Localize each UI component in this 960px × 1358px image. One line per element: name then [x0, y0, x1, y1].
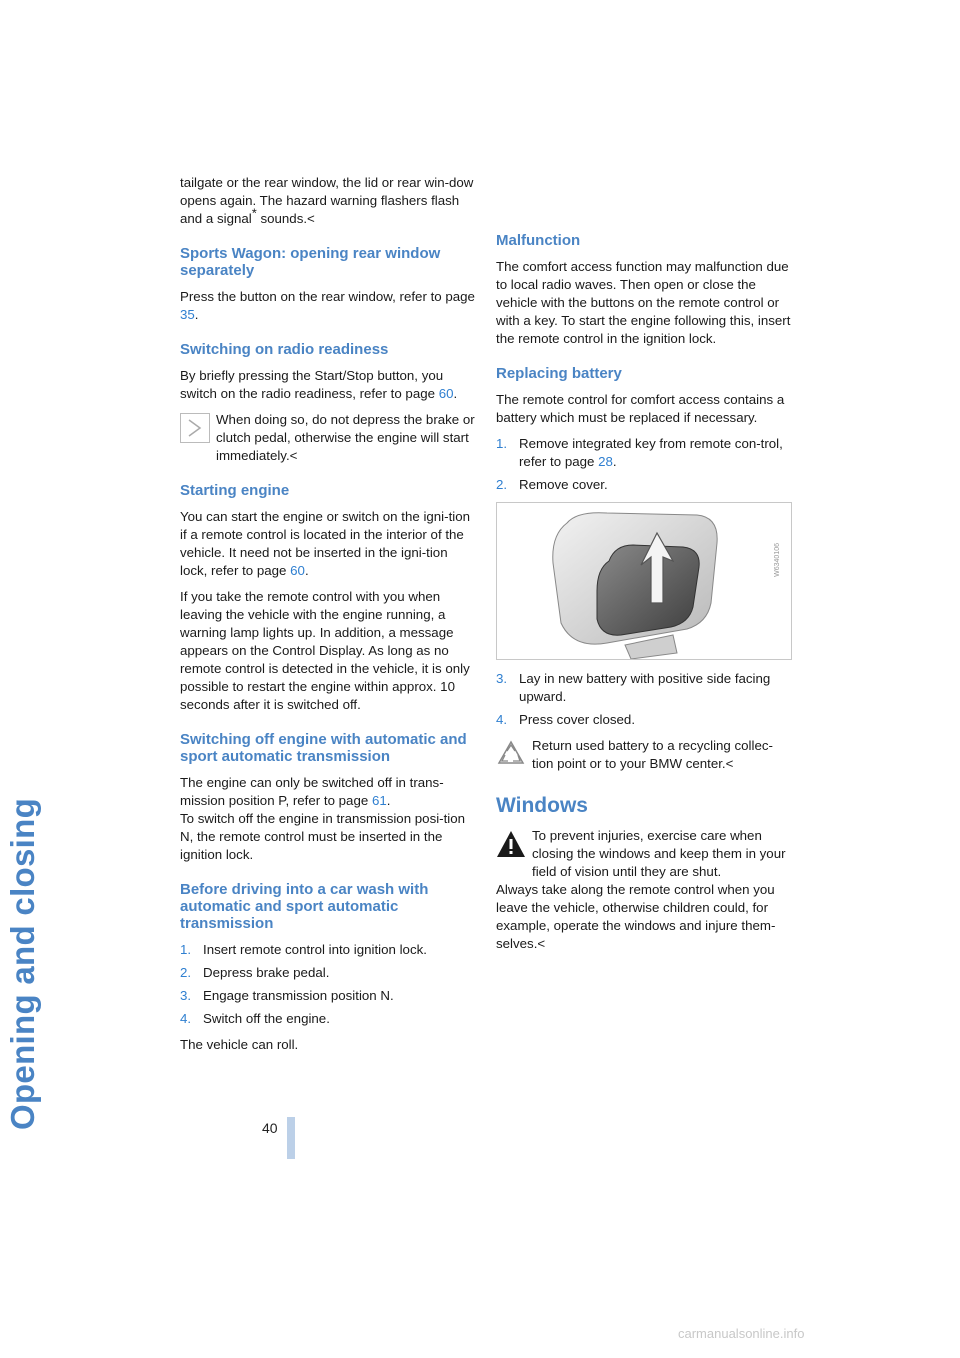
page-marker-bar [287, 1117, 295, 1159]
side-chapter-title [4, 230, 50, 1130]
heading-malfunction: Malfunction [496, 232, 581, 249]
malfunction-text: The comfort access function may malfunction due to local radio waves. Then open or close the vehicle with the buttons on the remote control or with a key. To start the engine following this, insert the remote control in the ignition lock. [496, 259, 791, 346]
figure-reference-code: W6340106 [774, 543, 781, 577]
recycle-text: Return used battery to a recycling collec-tion point or to your BMW center.< [532, 738, 773, 771]
car-wash-steps [180, 941, 476, 1028]
heading-windows: Windows [496, 794, 588, 817]
remote-control-illustration [497, 503, 791, 659]
page-link-28[interactable]: 28 [598, 454, 613, 469]
left-column [180, 174, 476, 1062]
warning-box [496, 827, 792, 953]
page-link-60b[interactable]: 60 [290, 563, 305, 578]
vehicle-can-roll: The vehicle can roll. [180, 1037, 299, 1052]
list-item: 2. Remove cover. [496, 477, 608, 492]
page-number: 40 [262, 1120, 278, 1136]
list-item: 3. Lay in new battery with positive side facing upward. [496, 671, 771, 704]
page-link-35[interactable]: 35 [180, 307, 195, 322]
chapter-title-text: Opening and closing [4, 797, 41, 1130]
list-item: 1. Remove integrated key from remote con-trol, refer to page 28. [496, 436, 783, 469]
list-item: 1. Insert remote control into ignition lock. [180, 942, 427, 957]
page-link-61[interactable]: 61 [371, 793, 387, 808]
list-item: 3. Engage transmission position N. [180, 988, 394, 1003]
heading-starting-engine: Starting engine [180, 482, 290, 499]
rear-window-text: Press the button on the rear window, refer to page 35. [180, 289, 475, 322]
warning-text: To prevent injuries, exercise care when closing the windows and keep them in your field of vision until they are shut. [532, 828, 786, 879]
remote-control-figure [496, 502, 792, 660]
heading-car-wash: Before driving into a car wash with automatic and sport automatic transmission [180, 881, 429, 932]
recycle-note [496, 737, 792, 773]
battery-steps-a [496, 435, 792, 494]
heading-rear-window: Sports Wagon: opening rear window separately [180, 245, 441, 279]
replacing-battery-text: The remote control for comfort access contains a battery which must be replaced if necessary. [496, 392, 785, 425]
note-icon [180, 413, 210, 443]
watermark: carmanualsonline.info [678, 1326, 805, 1341]
right-column [496, 232, 792, 961]
switching-off-text-2: To switch off the engine in transmission posi-tion N, the remote control must be inserted in the ignition lock. [180, 811, 466, 862]
page-link-60[interactable]: 60 [438, 386, 454, 401]
starting-engine-text-2: If you take the remote control with you when leaving the vehicle with the engine running, a warning lamp lights up. In addition, a message appears on the Control Display. As long as no remote control is detected in the vehicle, it is only possible to restart the engine within approx. 10 seconds after it is switched off. [180, 589, 470, 712]
starting-engine-text: You can start the engine or switch on the igni-tion if a remote control is located in the interior of the vehicle. It need not be inserted in the igni-tion lock, refer to page 60. [180, 509, 471, 578]
optional-equipment-star: * [251, 205, 257, 221]
list-item: 4. Press cover closed. [496, 712, 636, 727]
list-item: 4. Switch off the engine. [180, 1011, 330, 1026]
recycle-icon [496, 739, 526, 769]
note-box [180, 411, 476, 465]
battery-steps-b [496, 670, 792, 729]
heading-replacing-battery: Replacing battery [496, 365, 622, 382]
warning-icon [496, 829, 526, 859]
note-text: When doing so, do not depress the brake or clutch pedal, otherwise the engine will start immediately.< [216, 412, 475, 463]
radio-readiness-text: By briefly pressing the Start/Stop button, you switch on the radio readiness, refer to page 60. [180, 368, 458, 401]
intro-paragraph: tailgate or the rear window, the lid or rear win-dow opens again. The hazard warning flashers flash and a signal* sounds.< [180, 175, 474, 226]
heading-switching-off: Switching off engine with automatic and sport automatic transmission [180, 731, 467, 765]
switching-off-text: The engine can only be switched off in trans-mission position P, refer to page 61. [180, 775, 444, 808]
heading-radio-readiness: Switching on radio readiness [180, 341, 389, 358]
warning-text-2: Always take along the remote control when you leave the vehicle, otherwise children could, for example, operate the windows and injure them-selves.< [496, 882, 776, 951]
list-item: 2. Depress brake pedal. [180, 965, 330, 980]
